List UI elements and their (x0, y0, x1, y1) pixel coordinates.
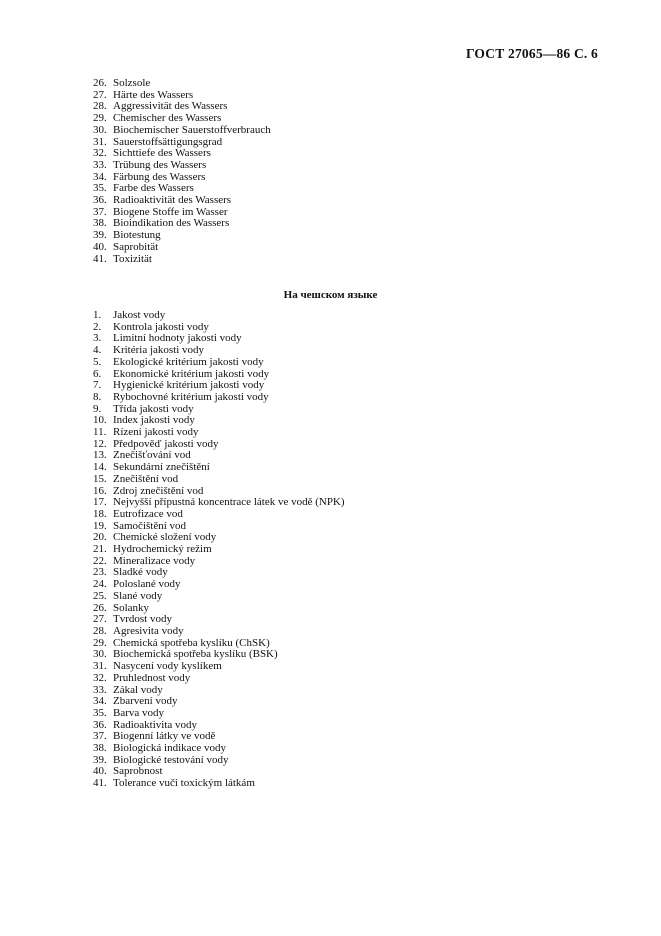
item-number: 25. (93, 589, 107, 602)
list-item (93, 242, 271, 254)
item-term: Biogene Stoffe im Wasser (113, 205, 228, 218)
item-term: Sekundární znečištění (113, 461, 210, 474)
item-term: Biologická indikace vody (113, 742, 227, 755)
item-term: Kritéria jakosti vody (113, 344, 205, 357)
list-item (93, 509, 345, 521)
item-number: 3. (93, 332, 102, 345)
item-number: 33. (93, 683, 107, 696)
item-term: Zbarvení vody (113, 695, 178, 708)
item-term: Agresivita vody (113, 624, 184, 637)
list-item (93, 673, 345, 685)
item-term: Toxizität (113, 252, 152, 265)
item-number: 7. (93, 379, 102, 392)
list-item (93, 357, 345, 369)
item-term: Předpověď jakosti vody (113, 437, 219, 450)
item-number: 16. (93, 484, 107, 497)
item-number: 39. (93, 753, 107, 766)
item-term: Chemické složení vody (113, 531, 217, 544)
item-term: Sichttiefe des Wassers (113, 147, 211, 160)
item-term: Hydrochemický režim (113, 543, 212, 556)
item-number: 23. (93, 566, 107, 579)
list-item (93, 125, 271, 137)
list-item (93, 591, 345, 603)
item-term: Aggressivität des Wassers (113, 100, 228, 113)
item-number: 11. (93, 426, 107, 439)
list-item (93, 474, 345, 486)
german-terms-list (93, 78, 271, 265)
item-number: 28. (93, 100, 107, 113)
item-number: 29. (93, 636, 107, 649)
item-number: 26. (93, 77, 107, 89)
item-term: Jakost vody (113, 309, 166, 321)
item-term: Solanky (113, 601, 150, 614)
item-number: 30. (93, 648, 107, 661)
item-term: Nejvyšší přípustná koncentrace látek ve vodě (NPK) (113, 496, 345, 509)
item-number: 5. (93, 355, 102, 368)
page-header: ГОСТ 27065—86 С. 6 (465, 46, 598, 61)
item-number: 21. (93, 543, 107, 556)
item-term: Index jakosti vody (113, 414, 195, 427)
item-number: 32. (93, 147, 107, 160)
list-item (93, 78, 271, 90)
item-term: Biogenní látky ve vodě (113, 730, 216, 743)
list-item (93, 310, 345, 322)
list-item (93, 743, 345, 755)
item-term: Trübung des Wassers (113, 158, 207, 171)
item-number: 31. (93, 135, 107, 148)
item-number: 35. (93, 182, 107, 195)
item-number: 38. (93, 742, 107, 755)
item-number: 38. (93, 217, 107, 230)
item-number: 22. (93, 554, 107, 567)
item-term: Hygienické kritérium jakosti vody (113, 379, 265, 392)
item-term: Saprobnost (113, 765, 163, 778)
czech-section-title: На чешском языке (283, 289, 378, 301)
item-number: 41. (93, 252, 107, 265)
item-number: 4. (93, 344, 102, 357)
item-number: 27. (93, 613, 107, 626)
item-number: 13. (93, 449, 107, 462)
item-number: 31. (93, 660, 107, 673)
item-term: Zákal vody (113, 683, 163, 696)
item-number: 32. (93, 671, 107, 684)
item-number: 17. (93, 496, 107, 509)
item-term: Chemischer des Wassers (113, 112, 222, 125)
item-term: Härte des Wassers (113, 88, 194, 101)
item-term: Poloslané vody (113, 578, 181, 591)
item-number: 8. (93, 390, 102, 403)
item-term: Sladké vody (113, 566, 168, 579)
list-item (93, 708, 345, 720)
item-number: 37. (93, 205, 107, 218)
item-term: Třída jakosti vody (113, 402, 194, 415)
item-number: 36. (93, 194, 107, 207)
item-term: Znečištění vod (113, 472, 179, 485)
item-term: Sauerstoffsättigungsgrad (113, 135, 223, 148)
item-term: Barva vody (113, 706, 165, 719)
item-term: Mineralizace vody (113, 554, 196, 567)
item-term: Limitní hodnoty jakosti vody (113, 332, 242, 345)
item-term: Solzsole (113, 77, 151, 89)
item-term: Färbung des Wassers (113, 170, 206, 183)
item-term: Biotestung (113, 229, 161, 242)
list-item (93, 427, 345, 439)
item-number: 10. (93, 414, 107, 427)
item-number: 40. (93, 240, 107, 253)
item-number: 36. (93, 718, 107, 731)
czech-terms-list (93, 310, 345, 790)
item-term: Bioindikation des Wassers (113, 217, 230, 230)
item-term: Rybochovné kritérium jakosti vody (113, 390, 269, 403)
item-term: Biochemická spotřeba kyslíku (BSK) (113, 648, 278, 661)
item-term: Ekologické kritérium jakosti vody (113, 355, 264, 368)
item-term: Eutrofizace vod (113, 507, 183, 520)
item-number: 15. (93, 472, 107, 485)
item-number: 41. (93, 777, 107, 790)
item-number: 34. (93, 695, 107, 708)
list-item (93, 626, 345, 638)
list-item (93, 254, 271, 266)
item-number: 9. (93, 402, 102, 415)
item-number: 6. (93, 367, 102, 380)
item-number: 33. (93, 158, 107, 171)
item-term: Pruhlednost vody (113, 671, 191, 684)
item-term: Chemická spotřeba kyslíku (ChSK) (113, 636, 270, 649)
item-term: Radioaktivität des Wassers (113, 194, 232, 207)
item-number: 24. (93, 578, 107, 591)
list-item (93, 778, 345, 790)
item-number: 28. (93, 624, 107, 637)
item-term: Znečišťování vod (113, 449, 191, 462)
item-number: 14. (93, 461, 107, 474)
item-number: 19. (93, 519, 107, 532)
list-item (93, 160, 271, 172)
item-number: 2. (93, 320, 102, 333)
item-term: Nasycení vody kyslíkem (113, 660, 222, 673)
item-number: 35. (93, 706, 107, 719)
list-item (93, 392, 345, 404)
item-number: 37. (93, 730, 107, 743)
item-term: Tolerance vuči toxickým látkám (113, 777, 255, 790)
list-item (93, 195, 271, 207)
item-term: Biologické testování vody (113, 753, 229, 766)
item-number: 29. (93, 112, 107, 125)
item-number: 27. (93, 88, 107, 101)
item-number: 30. (93, 123, 107, 136)
item-term: Farbe des Wassers (113, 182, 194, 195)
item-term: Samočištění vod (113, 519, 187, 532)
item-term: Saprobität (113, 240, 159, 253)
item-number: 40. (93, 765, 107, 778)
item-number: 34. (93, 170, 107, 183)
item-number: 26. (93, 601, 107, 614)
item-term: Ekonomické kritérium jakosti vody (113, 367, 270, 380)
item-term: Slané vody (113, 589, 163, 602)
item-term: Rízení jakosti vody (113, 426, 199, 439)
item-term: Biochemischer Sauerstoffverbrauch (113, 123, 271, 136)
item-term: Zdroj znečištění vod (113, 484, 204, 497)
item-number: 20. (93, 531, 107, 544)
item-number: 39. (93, 229, 107, 242)
item-number: 1. (93, 309, 102, 321)
item-term: Kontrola jakosti vody (113, 320, 209, 333)
item-number: 12. (93, 437, 107, 450)
list-item (93, 544, 345, 556)
item-number: 18. (93, 507, 107, 520)
item-term: Radioaktivita vody (113, 718, 198, 731)
item-term: Tvrdost vody (113, 613, 172, 626)
